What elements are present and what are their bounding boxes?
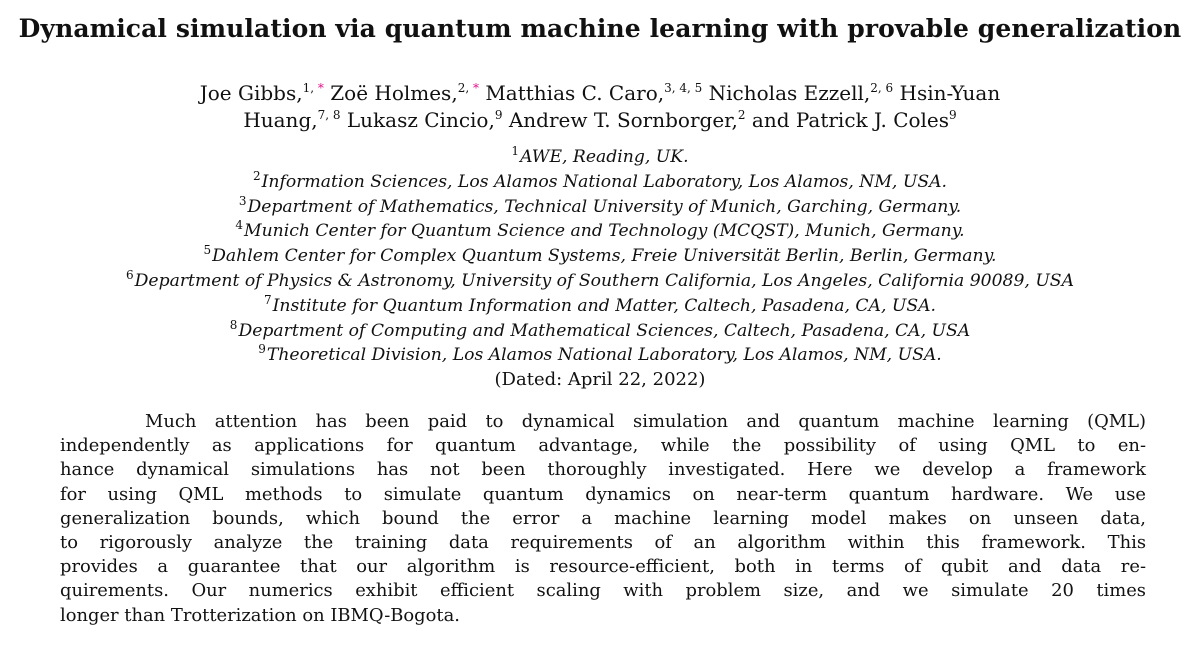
author: Lukasz Cincio,$^9$: [346, 108, 503, 132]
author-line-2: [0, 107, 1200, 134]
author: and Patrick J. Coles$^9$: [751, 108, 957, 132]
affiliation-marker: 2, 6: [870, 81, 894, 95]
affiliation: $^3$Department of Mathematics, Technical University of Munich, Garching, Germany.: [238, 193, 962, 217]
affiliation-marker: 9: [949, 108, 957, 122]
author: Huang,$^{7, 8}$: [243, 108, 341, 132]
affiliation-marker: 9: [494, 108, 503, 122]
abstract-line: hance dynamical simulations has not been thoroughly investigated. Here we develop a framework: [60, 459, 1146, 481]
affiliation: $^7$Institute for Quantum Information and Matter, Caltech, Pasadena, CA, USA.: [263, 292, 937, 316]
date-line: (Dated: April 22, 2022): [494, 369, 706, 391]
abstract-line: Much attention has been paid to dynamical simulation and quantum machine learning (QML): [145, 411, 1146, 432]
abstract-line: independently as applications for quantum advantage, while the possibility of using QML to en-: [60, 435, 1146, 457]
paper-title: Dynamical simulation via quantum machine learning with provable generalization: [18, 14, 1182, 43]
abstract-line: longer than Trotterization on IBMQ-Bogota.: [60, 604, 460, 626]
equal-contribution-star: *: [317, 81, 324, 95]
affiliation: $^2$Information Sciences, Los Alamos National Laboratory, Los Alamos, NM, USA.: [253, 168, 947, 192]
affiliation-list: [0, 145, 1200, 393]
abstract: [60, 410, 1146, 628]
affiliation-marker: 3, 4, 5: [664, 81, 703, 95]
affiliation: $^8$Department of Computing and Mathematical Sciences, Caltech, Pasadena, CA, USA: [229, 317, 971, 341]
affiliation: $^6$Department of Physics & Astronomy, University of Southern California, Los Angeles, California 90089, USA: [125, 267, 1074, 291]
author-list: [0, 80, 1200, 134]
abstract-line: to rigorously analyze the training data requirements of an algorithm within this framework. This: [60, 532, 1146, 554]
affiliation: $^4$Munich Center for Quantum Science and Technology (MCQST), Munich, Germany.: [235, 218, 965, 242]
author: Hsin-Yuan: [899, 81, 1001, 105]
affiliation-marker: 7, 8: [317, 108, 341, 122]
affiliation-marker: 1, *: [302, 81, 324, 95]
affiliation-marker: 2: [737, 108, 746, 122]
abstract-line: generalization bounds, which bound the error a machine learning model makes on unseen data,: [60, 507, 1146, 529]
author: Matthias C. Caro,$^{3, 4, 5}$: [485, 81, 703, 105]
author-line-1: [0, 80, 1200, 107]
affiliation: $^1$AWE, Reading, UK.: [511, 144, 689, 167]
author: Zoë Holmes,$^{2, *}$: [330, 81, 479, 105]
abstract-line: quirements. Our numerics exhibit efficient scaling with problem size, and we simulate 20 times: [60, 580, 1146, 602]
author: Joe Gibbs,$^{1, *}$: [199, 81, 324, 105]
affiliation-marker: 2, *: [457, 81, 479, 95]
author: Nicholas Ezzell,$^{2, 6}$: [708, 81, 894, 105]
affiliation: $^9$Theoretical Division, Los Alamos National Laboratory, Los Alamos, NM, USA.: [258, 342, 942, 366]
equal-contribution-star: *: [472, 81, 479, 95]
affiliation: $^5$Dahlem Center for Complex Quantum Systems, Freie Universität Berlin, Berlin, Germany.: [203, 243, 997, 267]
abstract-line: provides a guarantee that our algorithm is resource-efficient, both in terms of qubit and data re-: [60, 556, 1146, 578]
author: Andrew T. Sornborger,$^2$: [508, 108, 746, 132]
abstract-line: for using QML methods to simulate quantum dynamics on near-term quantum hardware. We use: [60, 483, 1146, 505]
